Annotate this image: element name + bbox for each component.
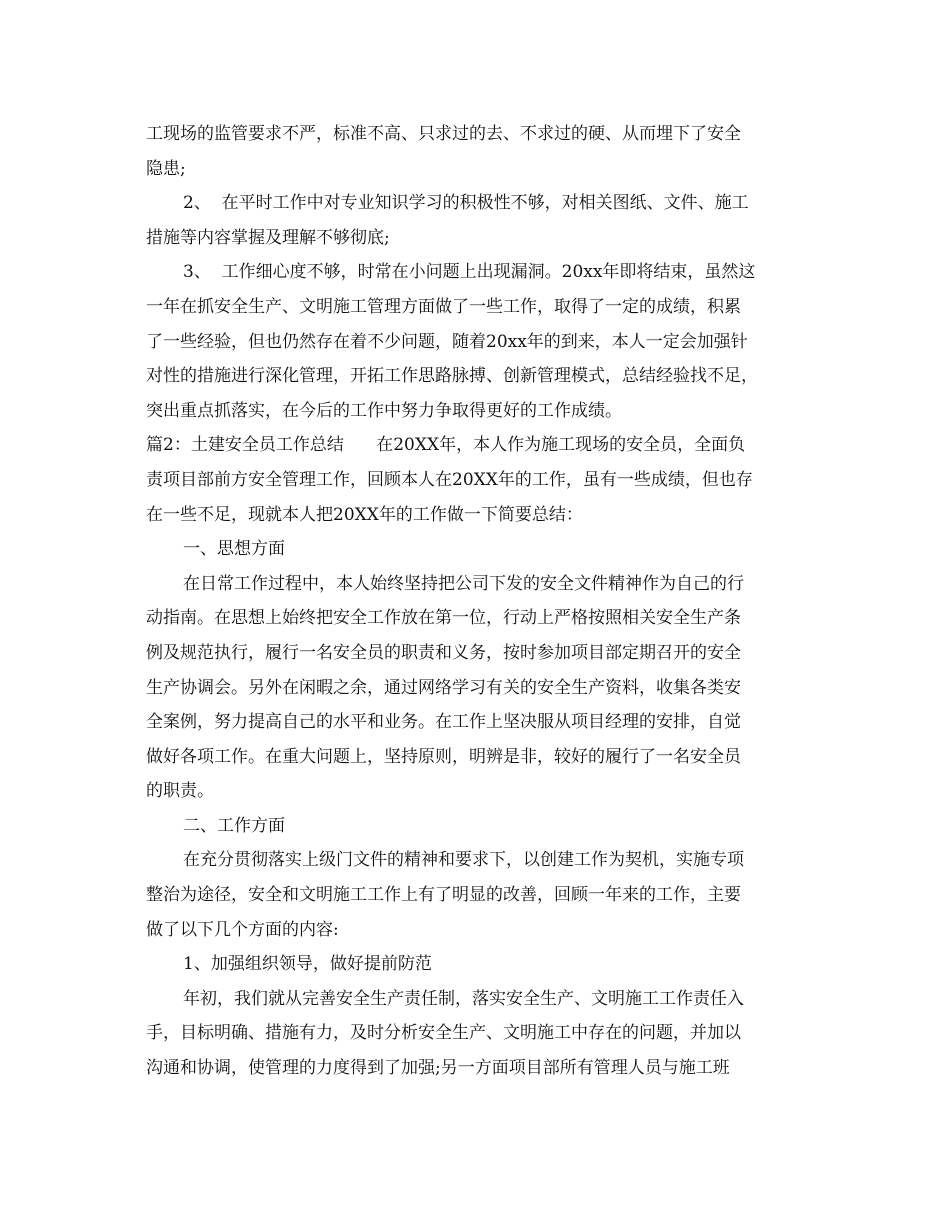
list-item-2: 2、 在平时工作中对专业知识学习的积极性不够，对相关图纸、文件、施工	[183, 193, 749, 214]
text-line: 一年在抓安全生产、文明施工管理方面做了一些工作，取得了一定的成绩，积累	[146, 296, 741, 317]
document-body	[146, 117, 806, 1086]
paragraph-start: 在日常工作过程中，本人始终坚持把公司下发的安全文件精神作为自己的行	[183, 573, 744, 594]
text-line: 全案例，努力提高自己的水平和业务。在工作上坚决服从项目经理的安排，自觉	[146, 712, 741, 733]
text-line: 对性的措施进行深化管理，开拓工作思路脉搏、创新管理模式，总结经验找不足，	[146, 366, 758, 387]
text-line: 措施等内容掌握及理解不够彻底;	[146, 227, 390, 248]
text-line: 隐患;	[146, 158, 186, 179]
text-line: 做好各项工作。在重大问题上，坚持原则，明辨是非，较好的履行了一名安全员	[146, 746, 741, 767]
paragraph-start: 在充分贯彻落实上级门文件的精神和要求下，以创建工作为契机，实施专项	[183, 850, 744, 871]
heading-work: 二、工作方面	[183, 815, 285, 836]
list-item-3: 3、 工作细心度不够，时常在小问题上出现漏洞。20xx年即将结束，虽然这	[183, 262, 756, 283]
text-line: 突出重点抓落实，在今后的工作中努力争取得更好的工作成绩。	[146, 400, 622, 421]
text-line: 手，目标明确、措施有力，及时分析安全生产、文明施工中存在的问题，并加以	[146, 1023, 741, 1044]
text-line: 动指南。在思想上始终把安全工作放在第一位，行动上严格按照相关安全生产条	[146, 608, 741, 629]
section-title-line: 篇2：土建安全员工作总结 在20XX年，本人作为施工现场的安全员，全面负	[146, 435, 746, 456]
text-line: 工现场的监管要求不严，标准不高、只求过的去、不求过的硬、从而埋下了安全	[146, 124, 741, 144]
subheading-organization: 1、加强组织领导，做好提前防范	[183, 954, 432, 975]
text-line: 例及规范执行，履行一名安全员的职责和义务，按时参加项目部定期召开的安全	[146, 642, 741, 663]
paragraph-start: 年初，我们就从完善安全生产责任制，落实安全生产、文明施工工作责任入	[183, 988, 744, 1009]
text-line: 生产协调会。另外在闲暇之余，通过网络学习有关的安全生产资料，收集各类安	[146, 677, 741, 698]
text-line: 沟通和协调，使管理的力度得到了加强;另一方面项目部所有管理人员与施工班	[146, 1058, 730, 1079]
text-line: 责项目部前方安全管理工作，回顾本人在20XX年的工作，虽有一些成绩，但也存	[146, 469, 753, 490]
text-line: 做了以下几个方面的内容:	[146, 919, 339, 940]
text-line: 了一些经验，但也仍然存在着不少问题，随着20xx年的到来，本人一定会加强针	[146, 331, 748, 352]
text-line: 的职责。	[146, 781, 214, 802]
text-line: 在一些不足，现就本人把20XX年的工作做一下简要总结：	[146, 504, 583, 525]
heading-ideology: 一、思想方面	[183, 539, 285, 560]
text-line: 整治为途径，安全和文明施工工作上有了明显的改善，回顾一年来的工作，主要	[146, 885, 741, 906]
